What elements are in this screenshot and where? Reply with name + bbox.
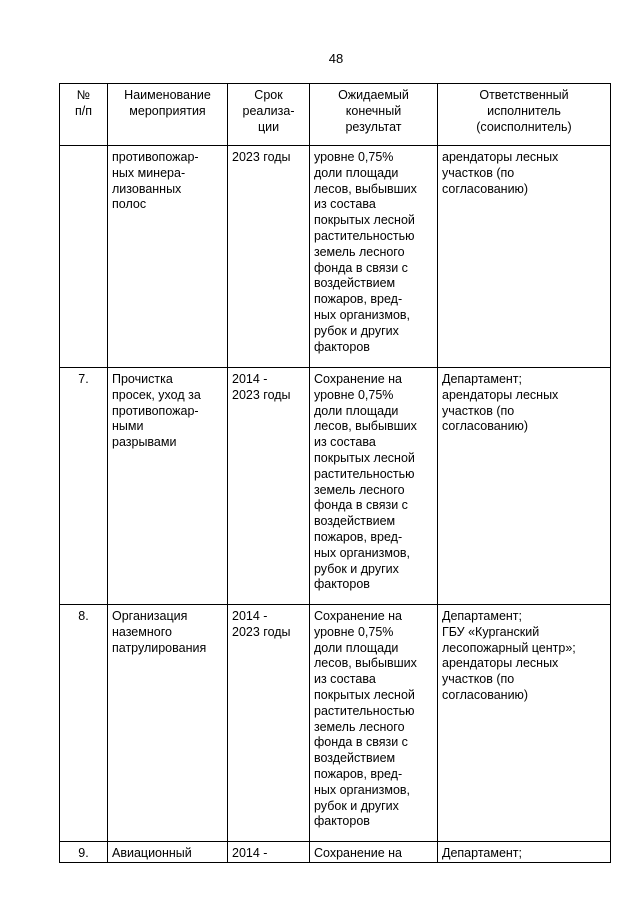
cell-line: Авиационный xyxy=(112,846,192,860)
cell-line: уровне 0,75% xyxy=(314,150,394,164)
measures-table xyxy=(59,83,611,863)
cell-line: 8. xyxy=(78,609,89,623)
cell-line: 2023 годы xyxy=(232,150,291,164)
cell-line: полос xyxy=(112,197,147,212)
cell-line: согласованию) xyxy=(442,419,529,434)
cell-line: растительностью xyxy=(314,228,415,243)
cell-line: факторов xyxy=(314,577,370,592)
cell-line: из состава xyxy=(314,672,376,687)
header-term: Срок реализа- ции xyxy=(228,84,310,146)
cell-name xyxy=(108,842,228,863)
cell-line: ГБУ «Курганский xyxy=(442,624,540,639)
cell-name xyxy=(108,368,228,605)
cell-line: арендаторы лесных xyxy=(442,150,559,164)
cell-line: пожаров, вред- xyxy=(314,529,403,544)
cell-line: Сохранение на xyxy=(314,846,403,860)
cell-line: фонда в связи с xyxy=(314,735,408,750)
table-row xyxy=(60,146,611,368)
cell-line: из состава xyxy=(314,197,376,212)
cell-line: уровне 0,75% xyxy=(314,387,394,402)
cell-line: уровне 0,75% xyxy=(314,624,394,639)
cell-line: лизованных xyxy=(112,181,182,196)
cell-line: рубок и других xyxy=(314,798,399,813)
cell-line: ных организмов, xyxy=(314,307,411,322)
cell-line: факторов xyxy=(314,339,370,354)
table-row xyxy=(60,842,611,863)
cell-line: факторов xyxy=(314,814,370,829)
cell-line: патрулирования xyxy=(112,640,207,655)
cell-line: 2014 - xyxy=(232,372,268,386)
cell-line: 2023 годы xyxy=(232,387,291,402)
cell-line: Сохранение на xyxy=(314,372,403,386)
cell-name xyxy=(108,146,228,368)
cell-line: участков (по xyxy=(442,165,515,180)
cell-number xyxy=(60,146,108,368)
cell-executor xyxy=(438,368,611,605)
cell-line: Департамент; xyxy=(442,372,522,386)
cell-line: покрытых лесной xyxy=(314,213,415,228)
cell-number xyxy=(60,842,108,863)
cell-line: воздействием xyxy=(314,751,396,766)
cell-line: Сохранение на xyxy=(314,609,403,623)
cell-line: фонда в связи с xyxy=(314,260,408,275)
cell-line: ных организмов, xyxy=(314,545,411,560)
cell-line: лесопожарный центр»; xyxy=(442,640,576,655)
cell-line: Департамент; xyxy=(442,609,522,623)
cell-line: растительностью xyxy=(314,703,415,718)
cell-line: согласованию) xyxy=(442,181,529,196)
cell-executor xyxy=(438,146,611,368)
cell-line: участков (по xyxy=(442,403,515,418)
cell-line: 9. xyxy=(78,846,89,860)
table-row xyxy=(60,605,611,842)
cell-line: фонда в связи с xyxy=(314,498,408,513)
header-number: № п/п xyxy=(60,84,108,146)
cell-line: земель лесного xyxy=(314,719,405,734)
cell-line: земель лесного xyxy=(314,482,405,497)
cell-line: 2023 годы xyxy=(232,624,291,639)
cell-executor xyxy=(438,842,611,863)
cell-executor xyxy=(438,605,611,842)
cell-line: воздействием xyxy=(314,276,396,291)
cell-line: согласованию) xyxy=(442,687,529,702)
cell-line: ных организмов, xyxy=(314,782,411,797)
cell-line: рубок и других xyxy=(314,561,399,576)
cell-line: 2014 - xyxy=(232,609,268,623)
cell-line: покрытых лесной xyxy=(314,687,415,702)
cell-line: 2014 - xyxy=(232,846,268,860)
cell-line: покрытых лесной xyxy=(314,450,415,465)
table-header-row xyxy=(60,84,611,146)
cell-term xyxy=(228,368,310,605)
cell-result xyxy=(310,146,438,368)
cell-line: доли площади xyxy=(314,403,399,418)
cell-line: рубок и других xyxy=(314,323,399,338)
header-executor: Ответственный исполнитель (соисполнитель) xyxy=(438,84,611,146)
cell-number xyxy=(60,368,108,605)
cell-line: лесов, выбывших xyxy=(314,181,417,196)
cell-line: пожаров, вред- xyxy=(314,766,403,781)
cell-line: участков (по xyxy=(442,672,515,687)
cell-line: 7. xyxy=(78,372,89,386)
cell-number xyxy=(60,605,108,842)
cell-line: из состава xyxy=(314,435,376,450)
cell-line: арендаторы лесных xyxy=(442,387,559,402)
cell-result xyxy=(310,605,438,842)
cell-result xyxy=(310,842,438,863)
cell-line: Организация xyxy=(112,609,188,623)
cell-line: ными xyxy=(112,419,144,434)
cell-line: ных минера- xyxy=(112,165,186,180)
cell-term xyxy=(228,146,310,368)
cell-line: противопожар- xyxy=(112,403,199,418)
cell-line: доли площади xyxy=(314,165,399,180)
cell-line: противопожар- xyxy=(112,150,199,164)
cell-line: доли площади xyxy=(314,640,399,655)
cell-line: пожаров, вред- xyxy=(314,292,403,307)
cell-line: Прочистка xyxy=(112,372,173,386)
cell-term xyxy=(228,605,310,842)
cell-line: Департамент; xyxy=(442,846,522,860)
cell-name xyxy=(108,605,228,842)
cell-line: воздействием xyxy=(314,514,396,529)
table-row xyxy=(60,368,611,605)
cell-line: лесов, выбывших xyxy=(314,656,417,671)
cell-line: земель лесного xyxy=(314,244,405,259)
page-number: 48 xyxy=(328,51,344,66)
cell-line: разрывами xyxy=(112,435,177,450)
header-name: Наименование мероприятия xyxy=(108,84,228,146)
header-result: Ожидаемый конечный результат xyxy=(310,84,438,146)
cell-line: просек, уход за xyxy=(112,387,201,402)
cell-line: наземного xyxy=(112,624,172,639)
cell-term xyxy=(228,842,310,863)
cell-line: растительностью xyxy=(314,466,415,481)
cell-result xyxy=(310,368,438,605)
cell-line: лесов, выбывших xyxy=(314,419,417,434)
cell-line: арендаторы лесных xyxy=(442,656,559,671)
